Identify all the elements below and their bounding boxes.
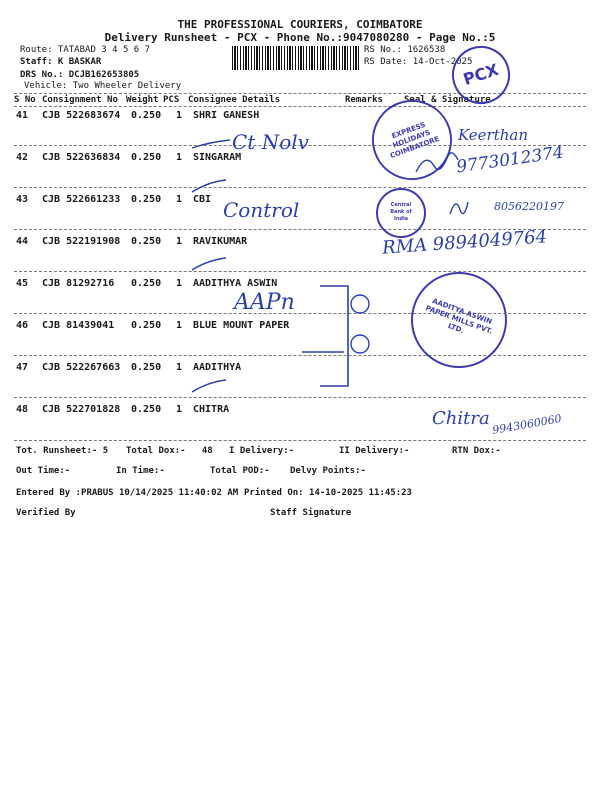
row-pcs: 1 [176, 320, 183, 331]
total-pod: Total POD:- [210, 466, 270, 476]
handwritten-signature-41: Keerthan [458, 126, 529, 144]
row-pcs: 1 [176, 362, 183, 373]
row-consignment: CJB 522683674 [42, 110, 121, 121]
delvy-points: Delvy Points:- [290, 466, 366, 476]
printed-on: Printed On: 14-10-2025 11:45:23 [244, 488, 412, 498]
col-sno: S No [14, 95, 36, 105]
row-pcs: 1 [176, 152, 183, 163]
row-weight: 0.250 [131, 278, 162, 289]
rtn-dox: RTN Dox:- [452, 446, 501, 456]
row-pcs: 1 [176, 404, 183, 415]
handwritten-phone-43: 8056220197 [494, 200, 564, 213]
total-dox: Total Dox:- 48 [126, 446, 213, 456]
tot-runsheet: Tot. Runsheet:- 5 [16, 446, 109, 456]
col-weight: Weight [126, 95, 159, 105]
row-pcs: 1 [176, 278, 183, 289]
row-divider [14, 440, 586, 441]
row-sno: 43 [16, 194, 29, 205]
row-divider [14, 397, 586, 398]
entered-by: Entered By :PRABUS 10/14/2025 11:40:02 AM [16, 488, 239, 498]
row-consignee: CHITRA [193, 404, 230, 415]
central-bank-stamp: Central Bank of India [376, 188, 426, 238]
row-pcs: 1 [176, 236, 183, 247]
signature-scribbles [410, 122, 470, 232]
runsheet-subtitle: Delivery Runsheet - PCX - Phone No.:9047080280 - Page No.:5 [104, 31, 496, 44]
aadithya-aswin-stamp: AADITYA ASWIN PAPER MILLS PVT. LTD. [397, 258, 520, 381]
bracket-scribble [300, 282, 380, 392]
pen-stroke-marks [190, 130, 250, 390]
staff: Staff: K BASKAR [20, 57, 102, 67]
handwritten-phone-48: 9943060060 [491, 412, 563, 437]
row-sno: 47 [16, 362, 29, 373]
rs-number: RS No.: 1626538 [364, 45, 446, 55]
row-consignment: CJB 81292716 [42, 278, 115, 289]
row-consignment: CJB 522267663 [42, 362, 121, 373]
row-weight: 0.250 [131, 236, 162, 247]
row-consignee: RAVIKUMAR [193, 236, 248, 247]
handwritten-phone-42: 9773012374 [455, 142, 566, 178]
row-sno: 48 [16, 404, 29, 415]
row-consignment: CJB 522636834 [42, 152, 121, 163]
barcode [232, 46, 360, 70]
drs-number: DRS No.: DCJB162653805 [20, 70, 140, 80]
col-seal-signature: Seal & Signature [404, 95, 491, 105]
row-consignment: CJB 522701828 [42, 404, 121, 415]
row-consignee: AADITHYA [193, 362, 242, 373]
row-consignee: CBI [193, 194, 212, 205]
row-consignment: CJB 81439041 [42, 320, 115, 331]
row-sno: 44 [16, 236, 29, 247]
route: Route: TATABAD 3 4 5 6 7 [20, 45, 151, 55]
row-pcs: 1 [176, 110, 183, 121]
col-consignment: Consignment No [42, 95, 118, 105]
row-consignee: SINGARAM [193, 152, 242, 163]
row-consignee: SHRI GANESH [193, 110, 260, 121]
row-divider [14, 271, 586, 272]
row-pcs: 1 [176, 194, 183, 205]
handwritten-signature-48: Chitra [432, 408, 490, 429]
express-holidays-stamp: EXPRESS HOLIDAYS COIMBATORE [361, 89, 464, 192]
row-weight: 0.250 [131, 152, 162, 163]
verified-by: Verified By [16, 508, 76, 518]
header-bottom-rule [14, 106, 586, 107]
row-consignment: CJB 522661233 [42, 194, 121, 205]
row-consignment: CJB 522191908 [42, 236, 121, 247]
row-consignee: AADITHYA ASWIN [193, 278, 278, 289]
row-weight: 0.250 [131, 320, 162, 331]
row-weight: 0.250 [131, 362, 162, 373]
row-weight: 0.250 [131, 404, 162, 415]
in-time: In Time:- [116, 466, 165, 476]
row-sno: 42 [16, 152, 29, 163]
out-time: Out Time:- [16, 466, 71, 476]
col-consignee: Consignee Details [188, 95, 281, 105]
row-sno: 46 [16, 320, 29, 331]
col-pcs: PCS [163, 95, 180, 105]
handwritten-phone-44: RMA 9894049764 [381, 226, 548, 259]
handwritten-remark-43: Control [223, 198, 300, 222]
staff-signature: Staff Signature [270, 508, 352, 518]
row-weight: 0.250 [131, 194, 162, 205]
vehicle: Vehicle: Two Wheeler Delivery [24, 81, 182, 91]
row-consignee: BLUE MOUNT PAPER [193, 320, 290, 331]
row-divider [14, 187, 586, 188]
company-title: THE PROFESSIONAL COURIERS, COIMBATORE [177, 18, 423, 31]
row-weight: 0.250 [131, 110, 162, 121]
row-sno: 41 [16, 110, 29, 121]
handwritten-remark-45: AAPn [234, 290, 295, 315]
row-sno: 45 [16, 278, 29, 289]
rs-date: RS Date: 14-Oct-2025 [364, 57, 473, 67]
handwritten-remark-41: Ct Nolv [232, 130, 309, 154]
pcx-stamp: PCX [444, 38, 517, 111]
col-remarks: Remarks [345, 95, 383, 105]
i-delivery: I Delivery:- [229, 446, 295, 456]
ii-delivery: II Delivery:- [339, 446, 410, 456]
